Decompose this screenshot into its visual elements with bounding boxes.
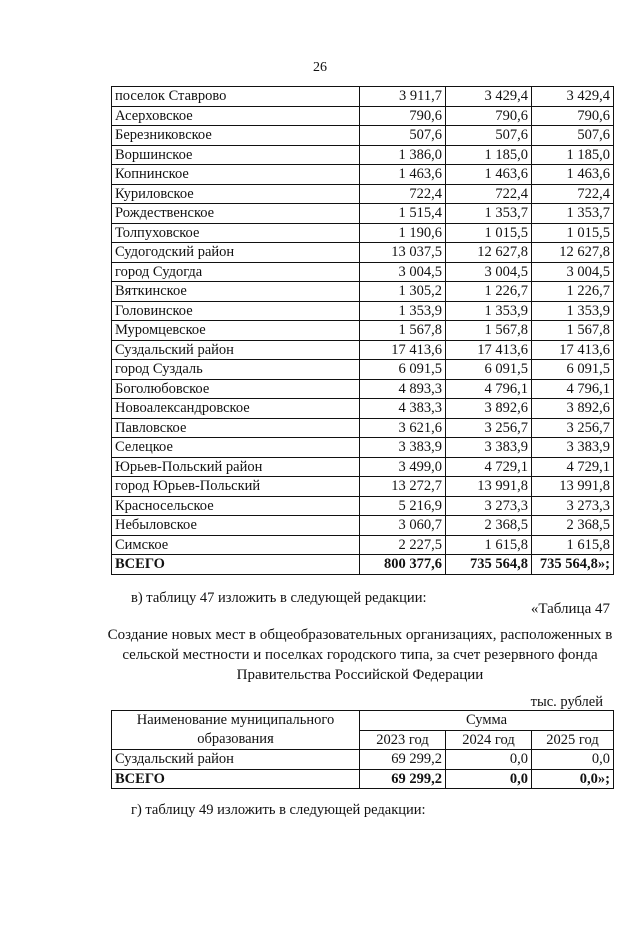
column-header-2024: 2024 год	[446, 730, 532, 750]
cell-2024: 1 353,7	[446, 204, 532, 224]
cell-2025: 3 892,6	[532, 399, 614, 419]
cell-2024: 3 429,4	[446, 87, 532, 107]
total-row	[112, 769, 614, 789]
table-row	[112, 379, 614, 399]
table-row	[112, 399, 614, 419]
cell-2025: 1 185,0	[532, 145, 614, 165]
cell-2023: 2 227,5	[360, 535, 446, 555]
cell-2024: 0,0	[446, 750, 532, 770]
cell-2024: 2 368,5	[446, 516, 532, 536]
table-47-heading: Создание новых мест в общеобразовательных организациях, расположенных в сельской местности и поселках городского типа, за счет резервного фонда Правительства Российской Федерации	[107, 627, 613, 683]
cell-2023: 13 037,5	[360, 243, 446, 263]
cell-2023: 3 621,6	[360, 418, 446, 438]
table-row	[112, 496, 614, 516]
cell-2024: 4 729,1	[446, 457, 532, 477]
table-row	[112, 87, 614, 107]
cell-2025: 3 256,7	[532, 418, 614, 438]
cell-name: город Суздаль	[112, 360, 360, 380]
cell-name: Судогодский район	[112, 243, 360, 263]
cell-2024: 3 892,6	[446, 399, 532, 419]
cell-name: Воршинское	[112, 145, 360, 165]
cell-2025: 2 368,5	[532, 516, 614, 536]
cell-2024: 3 273,3	[446, 496, 532, 516]
table-47	[111, 710, 614, 789]
table-row	[112, 282, 614, 302]
cell-2024: 1 615,8	[446, 535, 532, 555]
cell-2023: 507,6	[360, 126, 446, 146]
cell-2023: 1 190,6	[360, 223, 446, 243]
cell-name: Головинское	[112, 301, 360, 321]
cell-2023: 3 383,9	[360, 438, 446, 458]
cell-name: ВСЕГО	[112, 555, 360, 575]
cell-2025: 13 991,8	[532, 477, 614, 497]
table-row	[112, 126, 614, 146]
page-number: 26	[313, 60, 327, 75]
cell-2025: 735 564,8»;	[532, 555, 614, 575]
cell-2025: 3 383,9	[532, 438, 614, 458]
cell-2023: 3 004,5	[360, 262, 446, 282]
instruction-b: в) таблицу 47 изложить в следующей редакции:	[131, 590, 427, 606]
cell-2025: 3 273,3	[532, 496, 614, 516]
table-row	[112, 165, 614, 185]
table-row	[112, 360, 614, 380]
cell-2023: 69 299,2	[360, 750, 446, 770]
cell-name: Асерховское	[112, 106, 360, 126]
table-row	[112, 340, 614, 360]
cell-2023: 5 216,9	[360, 496, 446, 516]
table-row	[112, 438, 614, 458]
allocation-table	[111, 86, 614, 575]
cell-name: Селецкое	[112, 438, 360, 458]
cell-2025: 1 353,9	[532, 301, 614, 321]
table-row	[112, 145, 614, 165]
cell-2023: 1 567,8	[360, 321, 446, 341]
cell-2023: 6 091,5	[360, 360, 446, 380]
cell-2023: 4 383,3	[360, 399, 446, 419]
cell-2025: 3 004,5	[532, 262, 614, 282]
cell-name: поселок Ставрово	[112, 87, 360, 107]
table-row	[112, 516, 614, 536]
cell-2023: 1 463,6	[360, 165, 446, 185]
cell-2023: 69 299,2	[360, 769, 446, 789]
table-row	[112, 477, 614, 497]
cell-name: Новоалександровское	[112, 399, 360, 419]
cell-2025: 790,6	[532, 106, 614, 126]
cell-2024: 1 353,9	[446, 301, 532, 321]
table-row	[112, 184, 614, 204]
cell-name: ВСЕГО	[112, 769, 360, 789]
table-row	[112, 204, 614, 224]
cell-2025: 17 413,6	[532, 340, 614, 360]
table-row	[112, 243, 614, 263]
cell-2023: 790,6	[360, 106, 446, 126]
cell-2023: 4 893,3	[360, 379, 446, 399]
cell-name: Юрьев-Польский район	[112, 457, 360, 477]
cell-2024: 3 256,7	[446, 418, 532, 438]
cell-2025: 1 567,8	[532, 321, 614, 341]
cell-2023: 3 499,0	[360, 457, 446, 477]
instruction-c: г) таблицу 49 изложить в следующей редакции:	[131, 802, 426, 818]
cell-name: Небыловское	[112, 516, 360, 536]
cell-2024: 6 091,5	[446, 360, 532, 380]
cell-name: город Юрьев-Польский	[112, 477, 360, 497]
cell-2025: 722,4	[532, 184, 614, 204]
cell-name: Толпуховское	[112, 223, 360, 243]
table-row	[112, 535, 614, 555]
cell-2025: 1 015,5	[532, 223, 614, 243]
cell-2023: 3 060,7	[360, 516, 446, 536]
cell-name: Симское	[112, 535, 360, 555]
cell-2025: 3 429,4	[532, 87, 614, 107]
table-row	[112, 418, 614, 438]
cell-2023: 3 911,7	[360, 87, 446, 107]
cell-2024: 13 991,8	[446, 477, 532, 497]
cell-2024: 790,6	[446, 106, 532, 126]
units-label: тыс. рублей	[530, 694, 603, 710]
cell-name: Копнинское	[112, 165, 360, 185]
cell-name: Куриловское	[112, 184, 360, 204]
cell-2025: 12 627,8	[532, 243, 614, 263]
cell-2025: 1 615,8	[532, 535, 614, 555]
cell-2023: 1 305,2	[360, 282, 446, 302]
table-row	[112, 301, 614, 321]
cell-2024: 17 413,6	[446, 340, 532, 360]
cell-2024: 3 383,9	[446, 438, 532, 458]
cell-name: Суздальский район	[112, 750, 360, 770]
cell-2024: 12 627,8	[446, 243, 532, 263]
cell-name: Муромцевское	[112, 321, 360, 341]
cell-2025: 1 226,7	[532, 282, 614, 302]
cell-2024: 1 185,0	[446, 145, 532, 165]
cell-2023: 722,4	[360, 184, 446, 204]
cell-name: город Судогда	[112, 262, 360, 282]
cell-name: Рождественское	[112, 204, 360, 224]
cell-2025: 0,0»;	[532, 769, 614, 789]
column-header-2023: 2023 год	[360, 730, 446, 750]
cell-name: Березниковское	[112, 126, 360, 146]
cell-2024: 4 796,1	[446, 379, 532, 399]
cell-2025: 1 353,7	[532, 204, 614, 224]
column-header-2025: 2025 год	[532, 730, 614, 750]
cell-2024: 1 567,8	[446, 321, 532, 341]
cell-2025: 0,0	[532, 750, 614, 770]
total-row	[112, 555, 614, 575]
table-row	[112, 457, 614, 477]
table-row	[112, 321, 614, 341]
cell-2024: 0,0	[446, 769, 532, 789]
table-row	[112, 750, 614, 770]
table-row	[112, 223, 614, 243]
cell-name: Боголюбовское	[112, 379, 360, 399]
cell-name: Павловское	[112, 418, 360, 438]
cell-2023: 800 377,6	[360, 555, 446, 575]
cell-2024: 1 015,5	[446, 223, 532, 243]
cell-name: Вяткинское	[112, 282, 360, 302]
cell-2024: 1 226,7	[446, 282, 532, 302]
cell-2025: 507,6	[532, 126, 614, 146]
column-header-sum: Сумма	[360, 711, 614, 731]
table-row	[112, 106, 614, 126]
cell-2024: 507,6	[446, 126, 532, 146]
cell-name: Красносельское	[112, 496, 360, 516]
cell-2025: 4 729,1	[532, 457, 614, 477]
cell-2023: 17 413,6	[360, 340, 446, 360]
table-row	[112, 262, 614, 282]
column-header-name: Наименование муниципального образования	[112, 711, 360, 750]
cell-2025: 4 796,1	[532, 379, 614, 399]
cell-2025: 1 463,6	[532, 165, 614, 185]
cell-2023: 1 353,9	[360, 301, 446, 321]
cell-name: Суздальский район	[112, 340, 360, 360]
cell-2024: 722,4	[446, 184, 532, 204]
cell-2023: 1 515,4	[360, 204, 446, 224]
cell-2025: 6 091,5	[532, 360, 614, 380]
cell-2023: 1 386,0	[360, 145, 446, 165]
cell-2024: 3 004,5	[446, 262, 532, 282]
cell-2024: 1 463,6	[446, 165, 532, 185]
cell-2023: 13 272,7	[360, 477, 446, 497]
cell-2024: 735 564,8	[446, 555, 532, 575]
table-47-label: «Таблица 47	[530, 601, 610, 617]
